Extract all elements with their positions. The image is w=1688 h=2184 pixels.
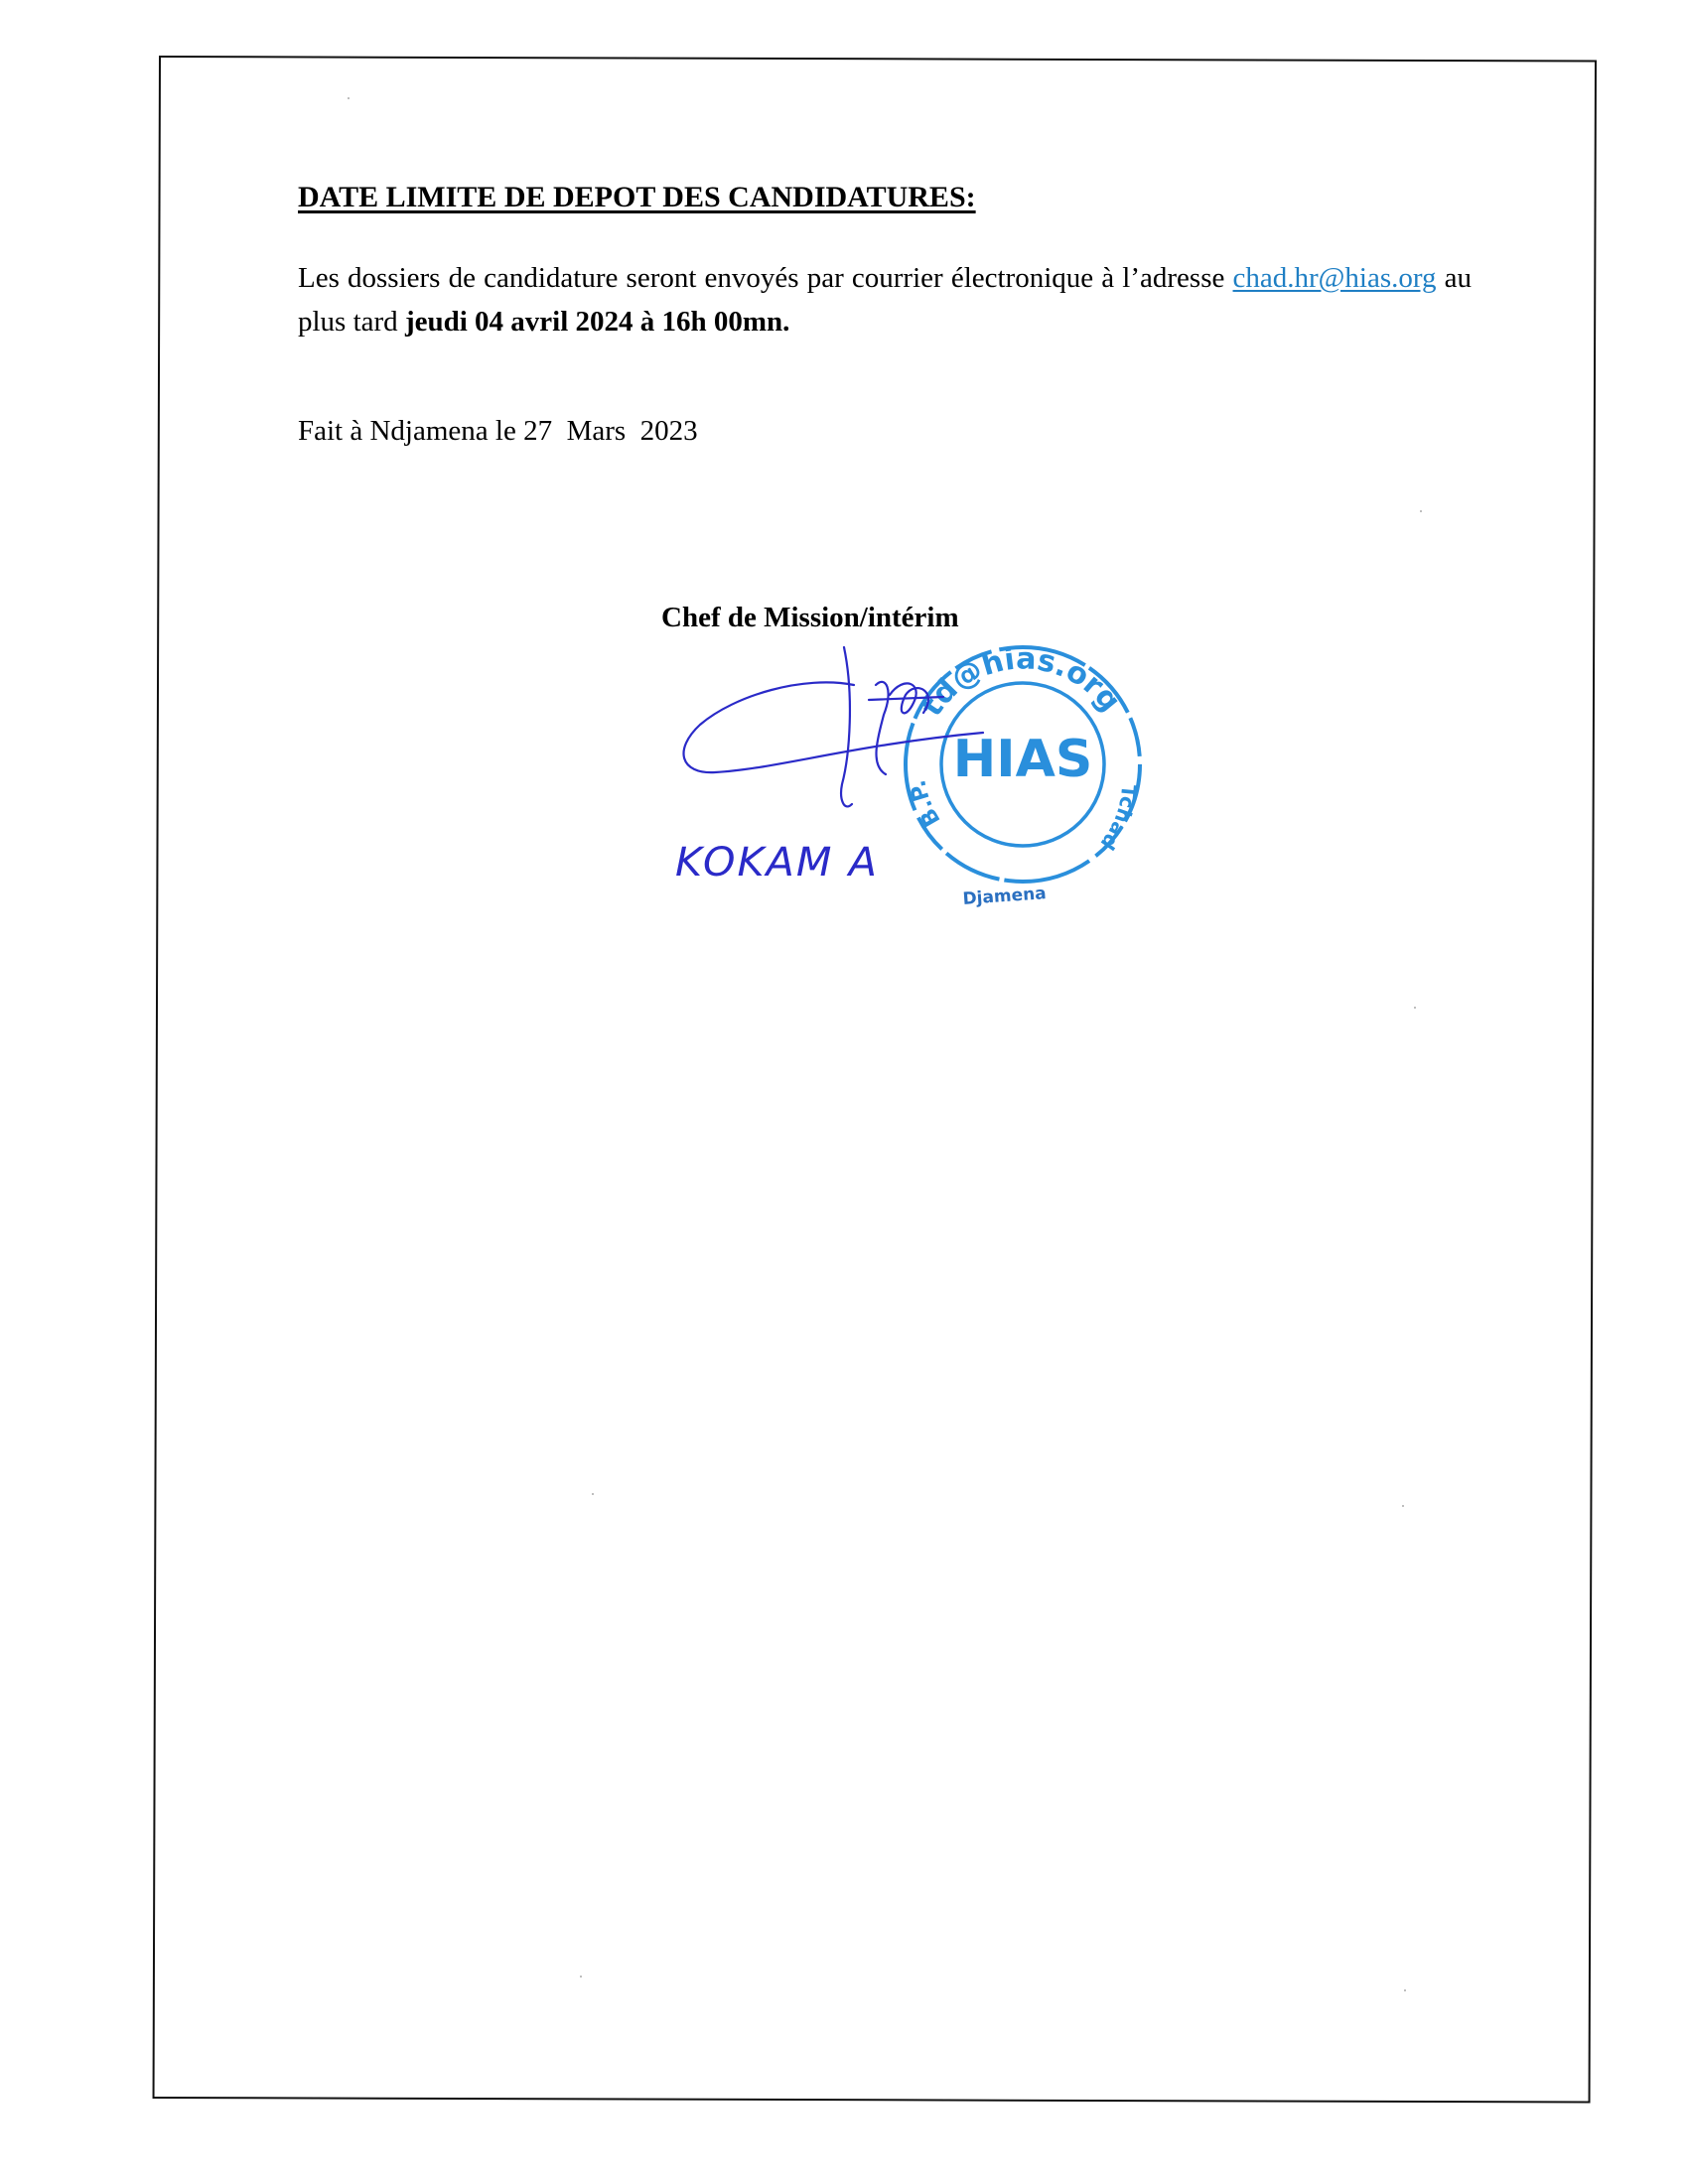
scan-speck <box>580 1976 582 1978</box>
deadline-text: jeudi 04 avril 2024 à 16h 00mn. <box>404 306 790 338</box>
scan-speck <box>1404 1989 1406 1991</box>
submission-paragraph <box>298 256 1472 343</box>
stamp-logo: HIAS <box>952 730 1093 789</box>
scan-speck <box>1420 510 1422 512</box>
scan-speck <box>1414 1007 1416 1009</box>
handwritten-name: KOKAM A <box>675 840 879 886</box>
paragraph-middle: au plus tard <box>298 262 1473 338</box>
official-stamp <box>906 641 1141 909</box>
scan-speck <box>592 1493 594 1495</box>
scan-speck <box>1402 1505 1404 1507</box>
section-heading: DATE LIMITE DE DEPOT DES CANDIDATURES: <box>298 181 976 213</box>
scan-speck <box>348 97 350 99</box>
stamp-left-text: B.P. <box>906 777 946 831</box>
stamp-bottom-text: Djamena <box>961 884 1048 909</box>
page-border <box>153 56 1597 2104</box>
stamp-right-text: Tchad <box>1095 783 1142 855</box>
stamp-ring-text: td@hias.org <box>914 641 1128 724</box>
email-link[interactable]: chad.hr@hias.org <box>1232 262 1437 294</box>
signatory-title: Chef de Mission/intérim <box>661 602 959 633</box>
place-date: Fait à Ndjamena le 27 Mars 2023 <box>298 415 698 447</box>
paragraph-intro: Les dossiers de candidature seront envoyés par courrier électronique à l’adresse <box>298 262 1225 294</box>
signature-and-stamp <box>655 625 1172 923</box>
handwritten-signature <box>684 647 983 806</box>
